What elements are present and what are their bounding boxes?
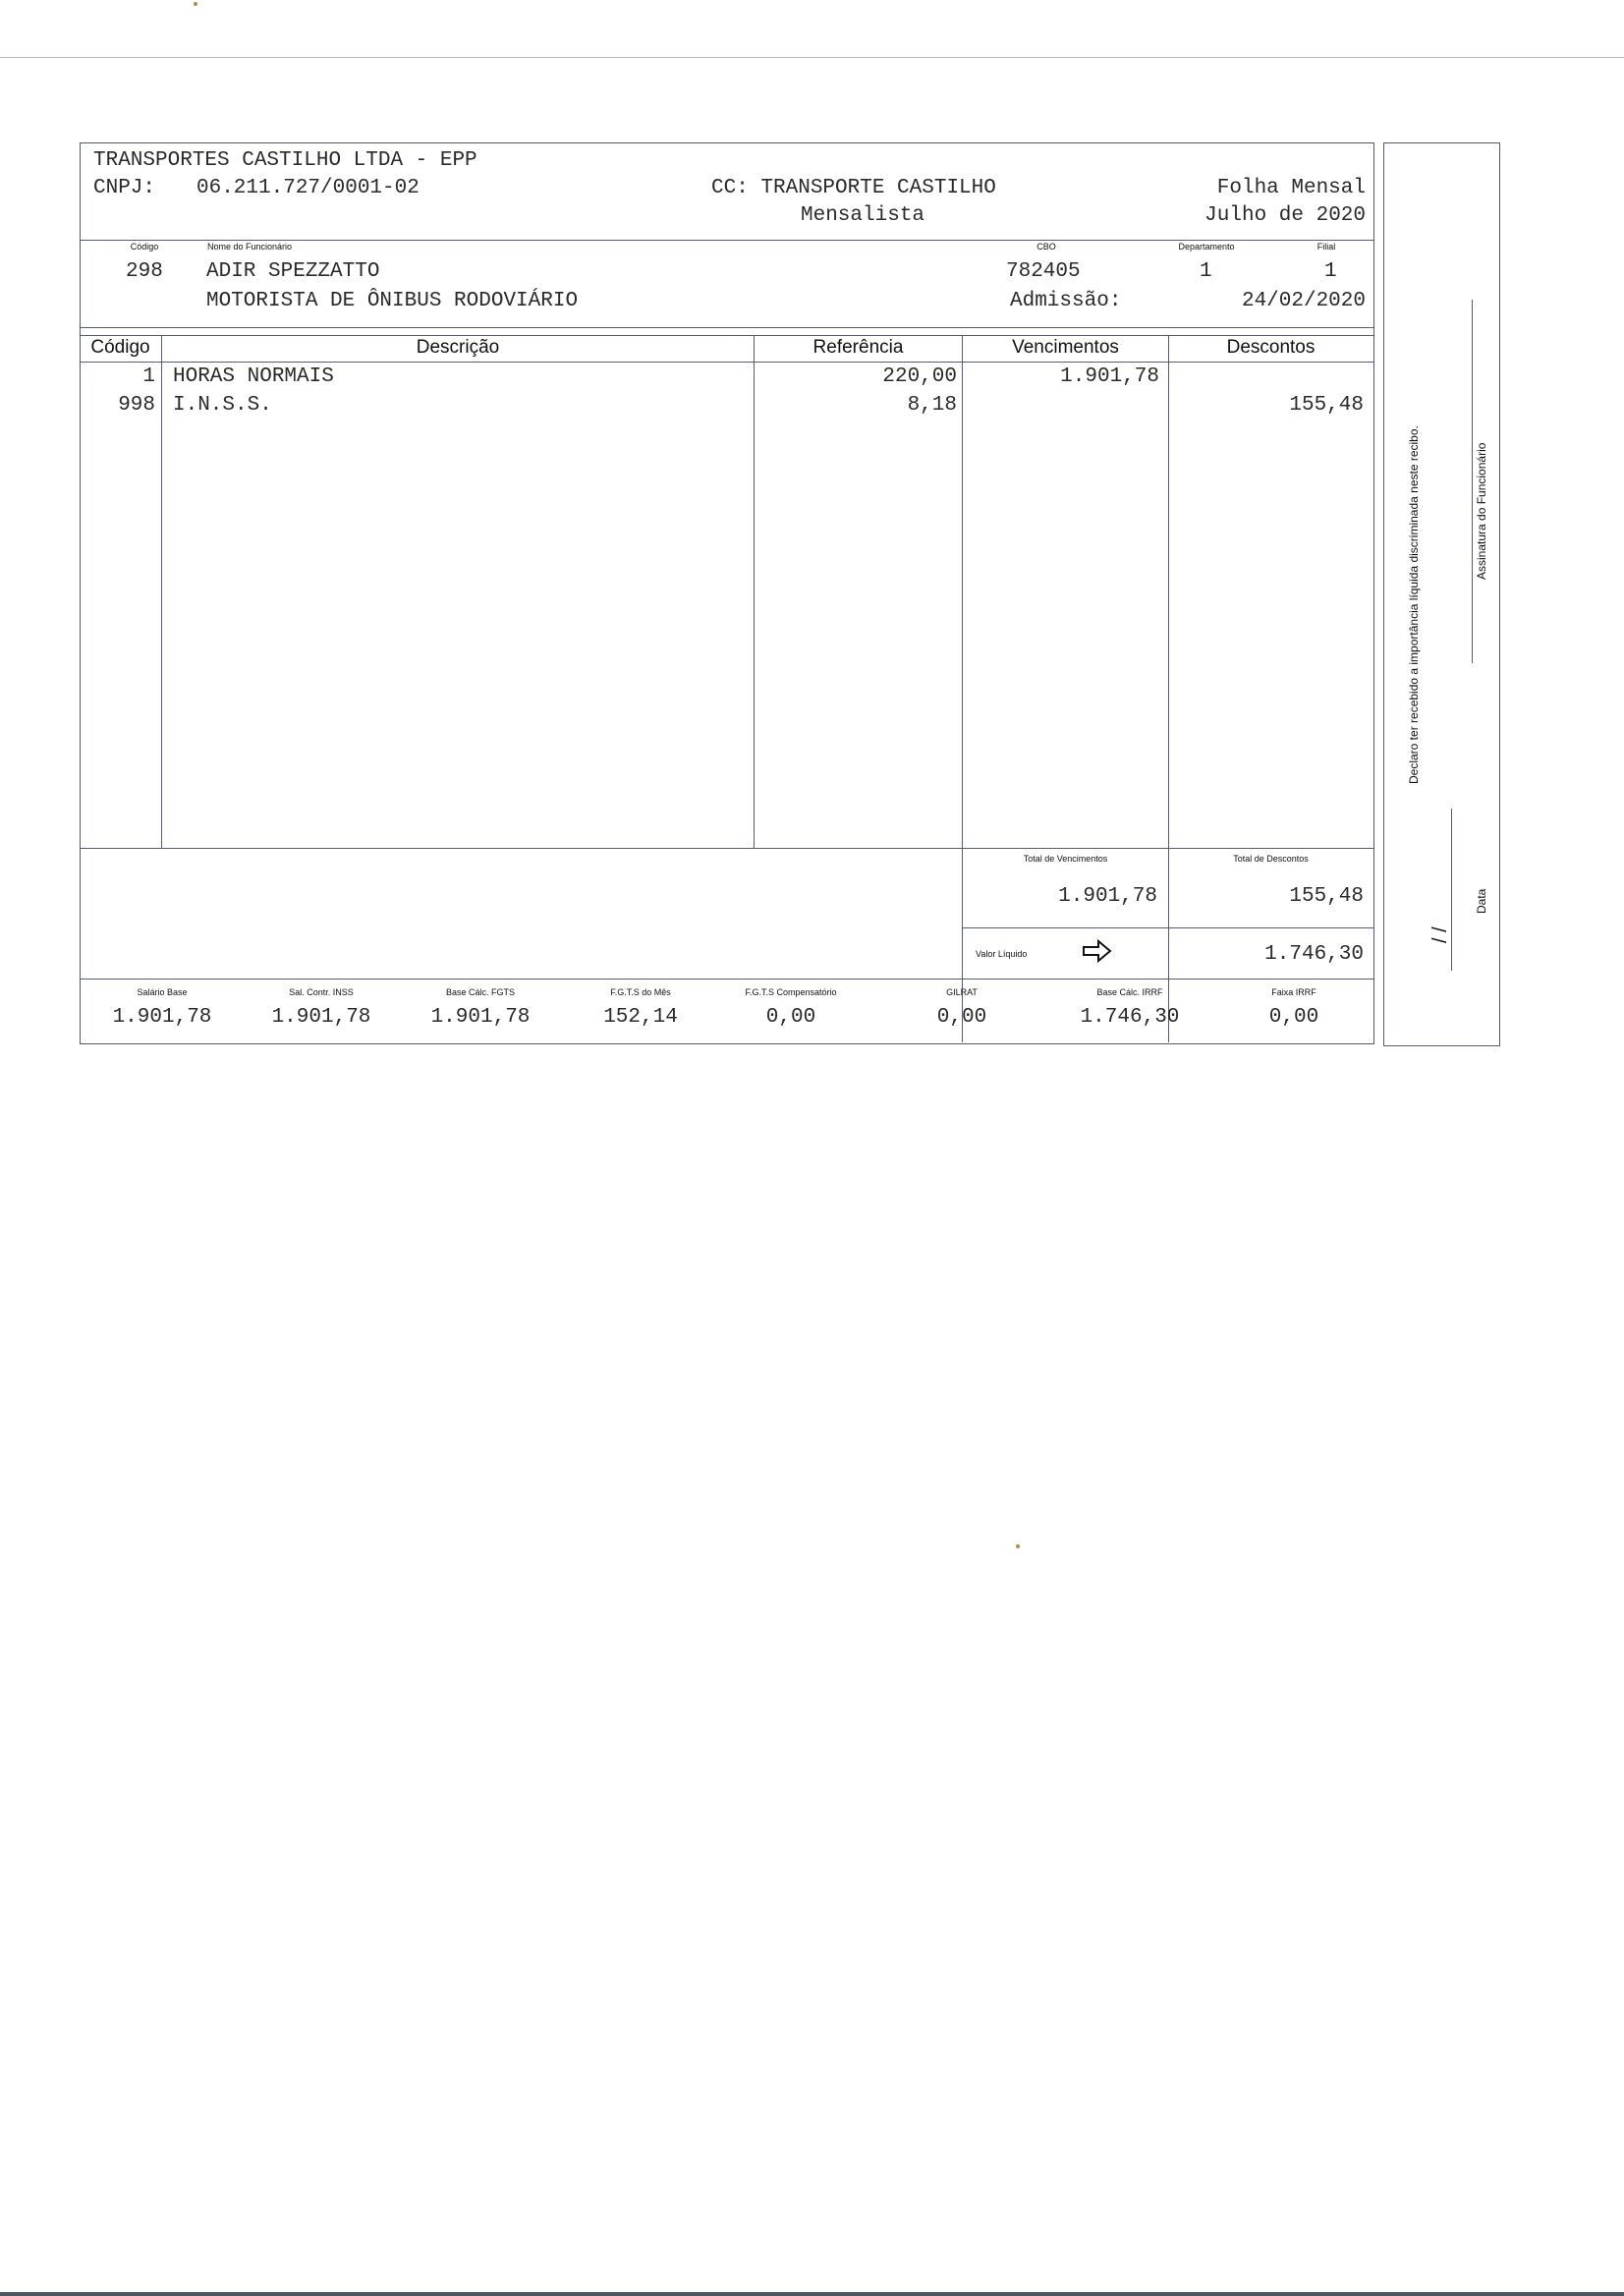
footer-label: Salário Base [137, 987, 188, 997]
footer-label: Faixa IRRF [1271, 987, 1316, 997]
employee-role: MOTORISTA DE ÔNIBUS RODOVIÁRIO [206, 290, 579, 312]
total-deductions: 155,48 [1289, 885, 1364, 908]
signature-label: Assinatura do Funcionário [1475, 442, 1488, 580]
header-earnings: Vencimentos [1012, 337, 1119, 358]
scan-speck [1016, 1544, 1020, 1548]
footer-value: 0,00 [765, 1006, 816, 1029]
scan-speck [194, 2, 197, 6]
footer-value: 1.901,78 [271, 1006, 371, 1029]
net-value: 1.746,30 [1264, 943, 1364, 966]
cost-center: CC: TRANSPORTE CASTILHO [711, 177, 996, 199]
scan-top-edge [0, 57, 1624, 58]
col-divider [1168, 335, 1169, 1042]
cbo-label: CBO [1036, 242, 1056, 252]
header-deductions: Descontos [1226, 337, 1316, 358]
company-name: TRANSPORTES CASTILHO LTDA - EPP [93, 149, 477, 172]
total-earnings: 1.901,78 [1058, 885, 1157, 908]
cost-center-type: Mensalista [801, 204, 925, 227]
department-value: 1 [1200, 260, 1212, 283]
admission-date: 24/02/2020 [1241, 290, 1366, 312]
receipt-declaration: Declaro ter recebido a importância líquida discriminada neste recibo. [1407, 425, 1421, 784]
col-divider [161, 335, 162, 849]
divider [80, 327, 1374, 328]
total-deductions-label: Total de Descontos [1233, 854, 1309, 864]
row-reference: 220,00 [882, 365, 957, 388]
row-description: HORAS NORMAIS [173, 365, 334, 388]
footer-value: 1.901,78 [112, 1006, 212, 1029]
footer-label: F.G.T.S Compensatório [745, 987, 837, 997]
branch-value: 1 [1324, 260, 1337, 283]
total-earnings-label: Total de Vencimentos [1023, 854, 1108, 864]
row-deductions: 155,48 [1289, 394, 1364, 417]
divider [80, 979, 1374, 980]
footer-label: F.G.T.S do Mês [610, 987, 671, 997]
date-line[interactable] [1451, 809, 1452, 971]
cnpj-label: CNPJ: [93, 177, 156, 199]
employee-code: 298 [126, 260, 163, 283]
row-description: I.N.S.S. [173, 394, 272, 417]
doc-type: Folha Mensal [1216, 177, 1366, 199]
row-code: 998 [118, 394, 155, 417]
footer-value: 1.901,78 [430, 1006, 531, 1029]
footer-label: Base Cálc. IRRF [1096, 987, 1163, 997]
footer-label: GILRAT [946, 987, 978, 997]
signature-line[interactable] [1472, 300, 1473, 663]
footer-label: Sal. Contr. INSS [289, 987, 354, 997]
employee-code-label: Código [130, 242, 159, 252]
table-header-border [80, 362, 1374, 363]
admission-label: Admissão: [1010, 290, 1122, 312]
row-code: 1 [142, 365, 155, 388]
scan-bottom-edge [0, 2292, 1624, 2296]
branch-label: Filial [1316, 242, 1336, 252]
header-code: Código [90, 337, 150, 358]
employee-name-label: Nome do Funcionário [207, 242, 293, 252]
row-reference: 8,18 [907, 394, 957, 417]
department-label: Departamento [1178, 242, 1235, 252]
footer-value: 152,14 [603, 1006, 678, 1029]
header-reference: Referência [812, 337, 904, 358]
col-divider [962, 335, 963, 1042]
header-description: Descrição [416, 337, 500, 358]
arrow-right-icon [1083, 939, 1112, 968]
divider [962, 927, 1374, 928]
table-bottom-border [80, 848, 1374, 849]
cbo-value: 782405 [1006, 260, 1081, 283]
net-value-label: Valor Líquido [976, 949, 1028, 959]
date-label: Data [1475, 888, 1488, 914]
footer-value: 0,00 [1268, 1006, 1319, 1029]
date-placeholder: / / [1429, 926, 1451, 943]
footer-value: 1.746,30 [1080, 1006, 1180, 1029]
table-top-border [80, 335, 1374, 336]
footer-label: Base Cálc. FGTS [445, 987, 516, 997]
cnpj-value: 06.211.727/0001-02 [196, 177, 420, 199]
divider [80, 240, 1374, 241]
row-earnings: 1.901,78 [1060, 365, 1159, 388]
footer-value: 0,00 [936, 1006, 987, 1029]
period: Julho de 2020 [1204, 204, 1366, 227]
employee-name: ADIR SPEZZATTO [206, 260, 380, 283]
